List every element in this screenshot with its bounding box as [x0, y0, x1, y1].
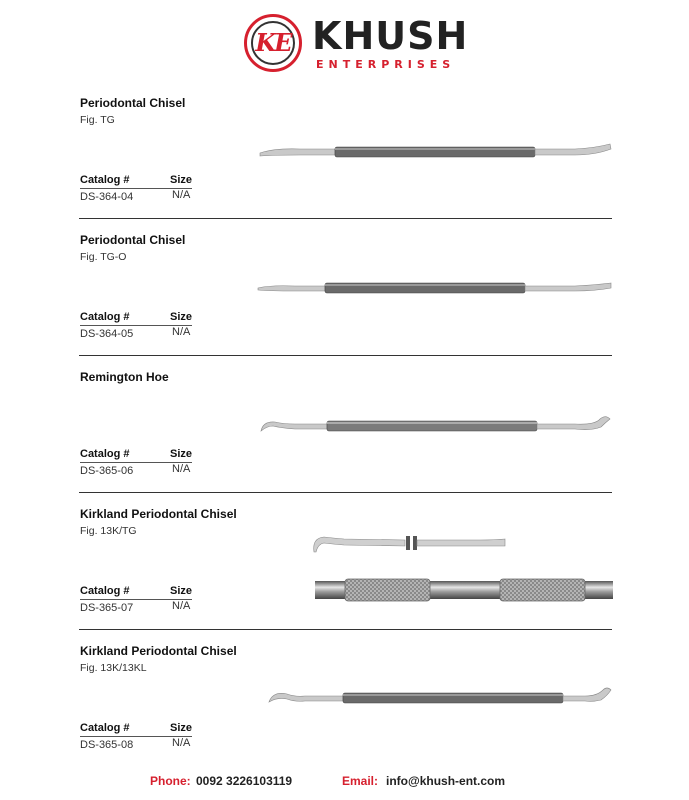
product-figure: Fig. TG	[80, 114, 115, 126]
size-value: N/A	[172, 600, 191, 612]
instrument-image	[255, 268, 615, 308]
instrument-handle-closeup	[315, 577, 613, 603]
brand-name: KHUSH	[312, 14, 469, 58]
catalog-header: Catalog #	[80, 174, 130, 186]
product-entry	[0, 96, 689, 233]
product-entry	[0, 644, 689, 781]
instrument-image	[255, 131, 615, 171]
catalog-header: Catalog #	[80, 585, 130, 597]
product-title: Periodontal Chisel	[80, 233, 186, 247]
size-header: Size	[170, 585, 193, 597]
size-value: N/A	[172, 189, 191, 201]
catalog-number: DS-364-05	[80, 328, 134, 340]
brand-tagline: ENTERPRISES	[316, 58, 456, 71]
catalog-header: Catalog #	[80, 311, 130, 323]
logo-emblem	[244, 14, 302, 72]
product-entry	[0, 507, 689, 644]
catalog-number: DS-365-07	[80, 602, 134, 614]
email-label: Email:	[342, 774, 379, 788]
instrument-image	[255, 682, 615, 722]
catalog-header: Catalog #	[80, 448, 130, 460]
size-value: N/A	[172, 737, 191, 749]
divider	[79, 218, 612, 219]
product-figure: Fig. 13K/TG	[80, 525, 137, 537]
product-entry	[0, 370, 689, 507]
product-figure: Fig. 13K/13KL	[80, 662, 147, 674]
product-title: Kirkland Periodontal Chisel	[80, 644, 237, 658]
divider	[79, 629, 612, 630]
divider	[79, 492, 612, 493]
size-header: Size	[170, 174, 193, 186]
catalog-number: DS-364-04	[80, 191, 134, 203]
product-title: Periodontal Chisel	[80, 96, 186, 110]
email-address[interactable]: info@khush-ent.com	[386, 774, 506, 788]
instrument-tip-closeup	[310, 522, 510, 554]
logo-monogram: KE	[255, 28, 291, 57]
size-header: Size	[170, 311, 193, 323]
product-entry	[0, 233, 689, 370]
size-header: Size	[170, 722, 193, 734]
phone-number: 0092 3226103119	[196, 774, 293, 788]
size-value: N/A	[172, 326, 191, 338]
catalog-header: Catalog #	[80, 722, 130, 734]
instrument-image	[255, 405, 615, 445]
divider	[79, 355, 612, 356]
product-title: Kirkland Periodontal Chisel	[80, 507, 237, 521]
catalog-number: DS-365-06	[80, 465, 134, 477]
size-value: N/A	[172, 463, 191, 475]
brand-logo	[240, 10, 469, 80]
catalog-number: DS-365-08	[80, 739, 134, 751]
product-title: Remington Hoe	[80, 370, 169, 384]
phone-label: Phone:	[150, 774, 191, 788]
size-header: Size	[170, 448, 193, 460]
product-figure: Fig. TG-O	[80, 251, 127, 263]
